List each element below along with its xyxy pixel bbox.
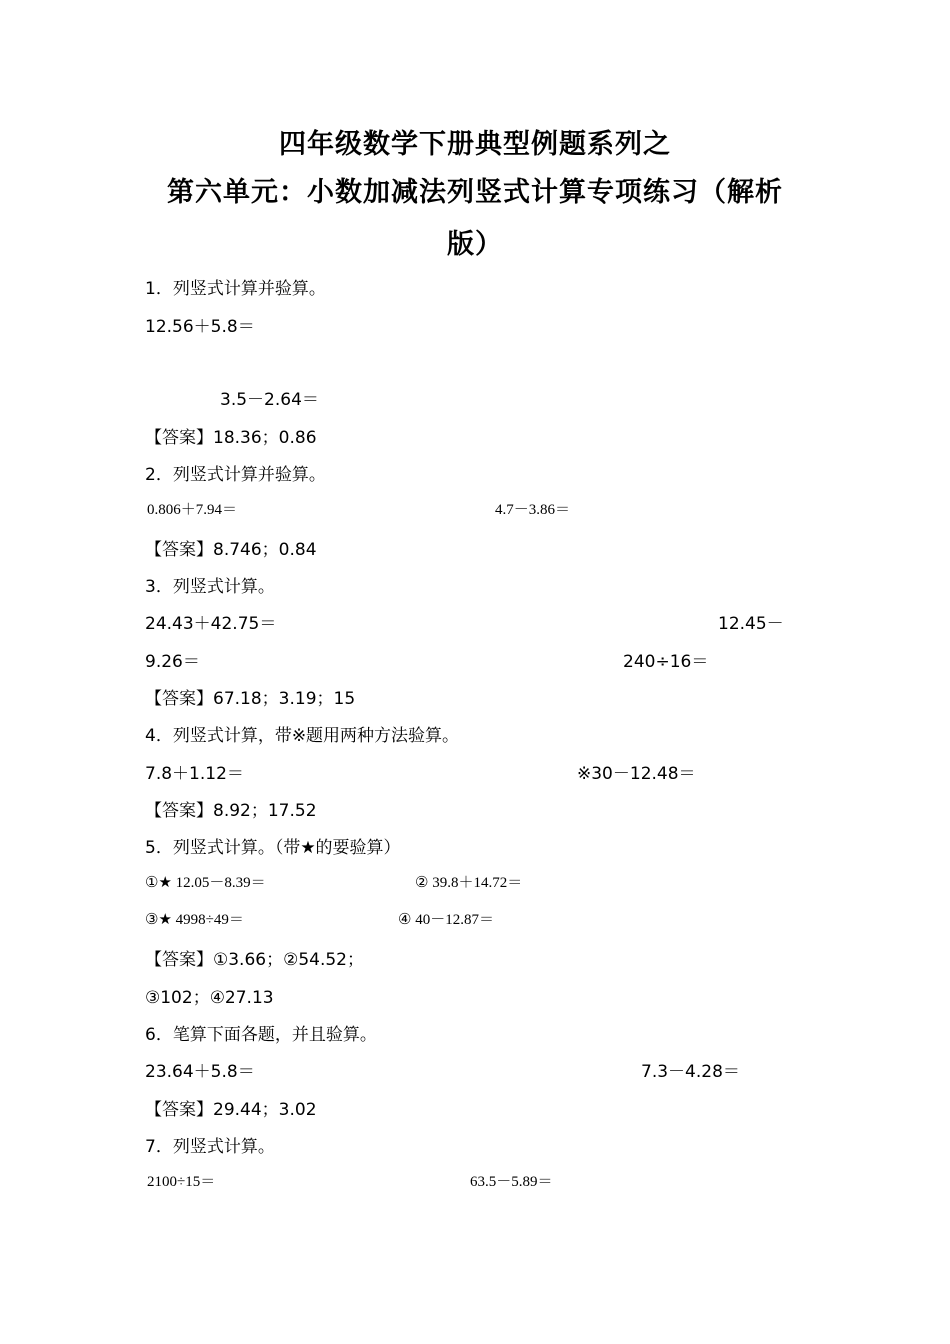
q5-expression-2: ② 39.8＋14.72＝ — [415, 875, 523, 891]
q1-answer: 【答案】18.36；0.86 — [145, 428, 317, 448]
q6-answer: 【答案】29.44；3.02 — [145, 1100, 317, 1120]
q5-expression-1: ①★ 12.05－8.39＝ — [145, 875, 266, 891]
q1-expression-a: 12.56＋5.8＝ — [145, 317, 255, 337]
q1-expression-b: 3.5－2.64＝ — [220, 390, 319, 410]
q3-prompt: 3．列竖式计算。 — [145, 577, 275, 597]
q3-expression-a: 24.43＋42.75＝ — [145, 614, 277, 634]
q2-expression-b: 4.7－3.86＝ — [495, 502, 571, 518]
q5-expression-4: ④ 40－12.87＝ — [398, 912, 494, 928]
q4-answer: 【答案】8.92；17.52 — [145, 801, 317, 821]
q6-expression-b: 7.3－4.28＝ — [641, 1062, 740, 1082]
q5-answer-line-1: 【答案】①3.66；②54.52； — [145, 950, 364, 970]
q6-prompt: 6．笔算下面各题，并且验算。 — [145, 1025, 377, 1045]
q7-prompt: 7．列竖式计算。 — [145, 1137, 275, 1157]
q2-answer: 【答案】8.746；0.84 — [145, 540, 317, 560]
q4-prompt: 4．列竖式计算，带※题用两种方法验算。 — [145, 726, 460, 746]
title-line-2: 第六单元：小数加减法列竖式计算专项练习（解析 — [167, 177, 783, 208]
q7-expression-a: 2100÷15＝ — [147, 1174, 216, 1190]
q2-prompt: 2．列竖式计算并验算。 — [145, 465, 326, 485]
q3-expression-b-part2: 9.26＝ — [145, 652, 200, 672]
q2-expression-a: 0.806＋7.94＝ — [147, 502, 238, 518]
q6-expression-a: 23.64＋5.8＝ — [145, 1062, 255, 1082]
q5-prompt: 5．列竖式计算。（带★的要验算） — [145, 838, 401, 858]
q3-expression-b-part1: 12.45－ — [718, 614, 784, 634]
q1-prompt: 1．列竖式计算并验算。 — [145, 279, 326, 299]
q3-answer: 【答案】67.18；3.19；15 — [145, 689, 356, 709]
q7-expression-b: 63.5－5.89＝ — [470, 1174, 553, 1190]
q4-expression-b: ※30－12.48＝ — [577, 764, 696, 784]
title-line-3: 版） — [447, 229, 503, 260]
q3-expression-c: 240÷16＝ — [623, 652, 709, 672]
q4-expression-a: 7.8＋1.12＝ — [145, 764, 244, 784]
title-line-1: 四年级数学下册典型例题系列之 — [279, 129, 671, 160]
q5-answer-line-2: ③102；④27.13 — [145, 988, 274, 1008]
q5-expression-3: ③★ 4998÷49＝ — [145, 912, 244, 928]
